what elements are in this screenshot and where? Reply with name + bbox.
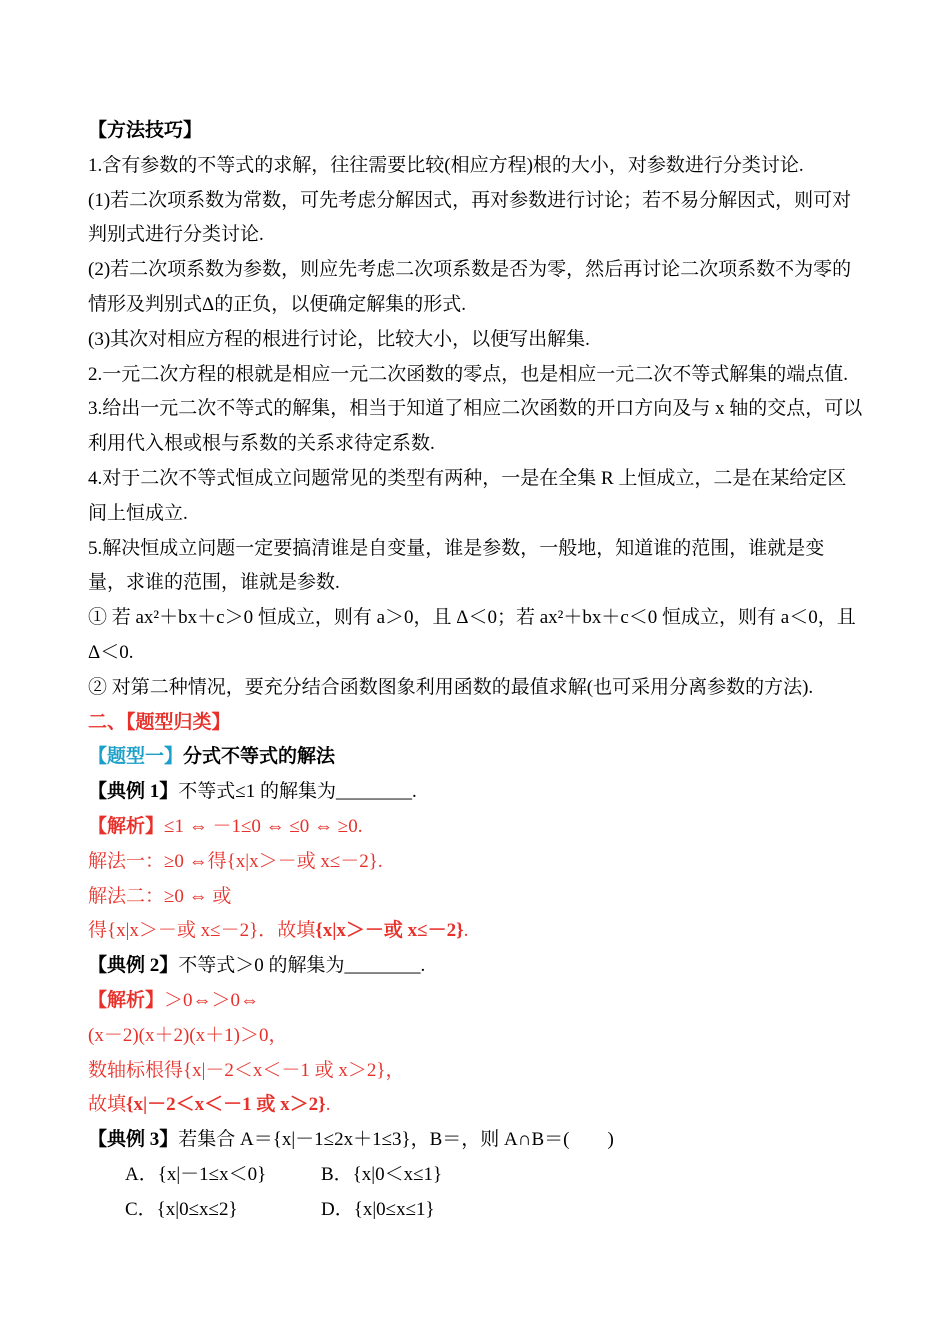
methods-line-6: (3)其次对相应方程的根进行讨论，比较大小，以便写出解集. — [88, 328, 590, 350]
option-b: B．{x|0＜x≤1} — [321, 1163, 443, 1185]
methods-line-13: 量，求谁的范围，谁就是参数. — [88, 572, 340, 594]
methods-line-3: 判别式进行分类讨论. — [88, 224, 264, 246]
methods-line-5: 情形及判别式Δ的正负，以便确定解集的形式. — [88, 293, 466, 315]
example-1-tag: 【典例 1】 — [88, 781, 179, 803]
section-title: 【题型归类】 — [126, 711, 231, 733]
example-1-method-1: 解法一：≥0 ⇔得{x|x＞－或 x≤－2}. — [88, 850, 383, 872]
example-2-answer: {x|－2＜x＜－1 或 x＞2} — [126, 1094, 326, 1116]
methods-line-2: (1)若二次项系数为常数，可先考虑分解因式，再对参数进行讨论；若不易分解因式，则可对 — [88, 189, 852, 211]
example-2-analysis-text: ＞0⇔＞0⇔ — [164, 989, 260, 1011]
example-2-line-2: (x－2)(x＋2)(x＋1)＞0， — [88, 1024, 288, 1046]
option-c: C．{x|0≤x≤2} — [125, 1198, 238, 1220]
methods-line-16: ② 对第二种情况，要充分结合函数图象利用函数的最值求解(也可采用分离参数的方法). — [88, 676, 814, 698]
example-2-question — [88, 949, 866, 984]
example-1-result-suffix: . — [463, 920, 469, 942]
example-3-tag: 【典例 3】 — [88, 1129, 179, 1151]
methods-line-10: 4.对于二次不等式恒成立问题常见的类型有两种，一是在全集 R 上恒成立，二是在某给定区 — [88, 467, 847, 489]
example-3-question — [88, 1123, 866, 1158]
methods-line-14: ① 若 ax²＋bx＋c＞0 恒成立，则有 a＞0，且 Δ＜0；若 ax²＋bx＋c＜0 恒成立，则有 a＜0，且 — [88, 607, 856, 629]
example-1-answer: {x|x＞－或 x≤－2} — [315, 920, 464, 942]
example-2-result-suffix: . — [325, 1094, 331, 1116]
option-a: A．{x|－1≤x＜0} — [125, 1163, 267, 1185]
option-d: D．{x|0≤x≤1} — [321, 1198, 435, 1220]
methods-line-7: 2.一元二次方程的根就是相应一元二次函数的零点，也是相应一元二次不等式解集的端点值. — [88, 363, 849, 385]
example-2-result — [88, 1088, 866, 1123]
type1-title: 分式不等式的解法 — [183, 746, 336, 768]
example-1-text: 不等式≤1 的解集为________. — [178, 781, 417, 803]
example-2-text: 不等式＞0 的解集为________. — [178, 955, 426, 977]
section-prefix: 二、 — [88, 711, 127, 733]
example-2-line-3: 数轴标根得{x|－2＜x＜－1 或 x＞2}， — [88, 1059, 405, 1081]
methods-line-1: 1.含有参数的不等式的求解，往往需要比较(相应方程)根的大小，对参数进行分类讨论. — [88, 154, 804, 176]
example-1-result-prefix: 得{x|x＞－或 x≤－2}．故填 — [88, 920, 316, 942]
methods-line-11: 间上恒成立. — [88, 502, 188, 524]
example-3-text: 若集合 A＝{x|－1≤2x＋1≤3}，B＝，则 A∩B＝( ) — [178, 1129, 614, 1151]
type1-tag: 【题型一】 — [88, 746, 184, 768]
example-2-result-prefix: 故填 — [88, 1094, 127, 1116]
example-2-analysis — [88, 984, 866, 1019]
example-1-analysis-tag: 【解析】 — [88, 815, 165, 837]
example-3-options-row-1 — [88, 1158, 866, 1193]
methods-title: 【方法技巧】 — [88, 120, 203, 141]
methods-line-4: (2)若二次项系数为参数，则应先考虑二次项系数是否为零，然后再讨论二次项系数不为零的 — [88, 259, 852, 281]
example-1-question — [88, 775, 866, 810]
example-1-analysis-text: ≤1 ⇔ －1≤0 ⇔ ≤0 ⇔ ≥0. — [164, 815, 363, 837]
example-1-analysis — [88, 810, 866, 845]
example-2-analysis-tag: 【解析】 — [88, 989, 165, 1011]
example-3-options-row-2 — [88, 1193, 866, 1228]
methods-line-8: 3.给出一元二次不等式的解集，相当于知道了相应二次函数的开口方向及与 x 轴的交点，可以 — [88, 398, 863, 420]
methods-line-9: 利用代入根或根与系数的关系求待定系数. — [88, 433, 435, 455]
example-1-method-2: 解法二：≥0 ⇔ 或 — [88, 885, 232, 907]
type1-heading — [88, 740, 866, 775]
methods-line-12: 5.解决恒成立问题一定要搞清谁是自变量，谁是参数，一般地，知道谁的范围，谁就是变 — [88, 537, 825, 559]
section-heading — [88, 706, 866, 741]
example-2-tag: 【典例 2】 — [88, 955, 179, 977]
example-1-result — [88, 914, 866, 949]
methods-line-15: Δ＜0. — [88, 641, 134, 663]
